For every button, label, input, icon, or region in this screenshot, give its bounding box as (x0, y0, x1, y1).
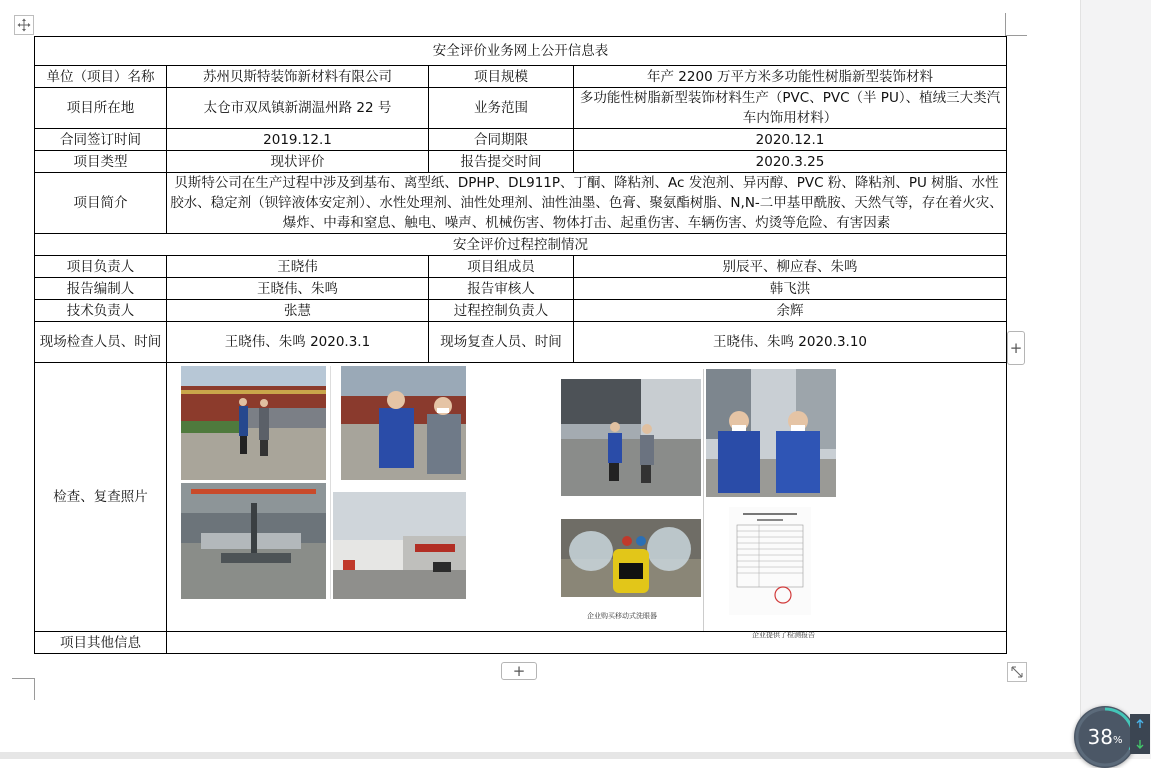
scroll-buttons[interactable] (1130, 714, 1150, 754)
project-intro-value[interactable]: 贝斯特公司在生产过程中涉及到基布、离型纸、DPHP、DL911P、丁酮、降粘剂、Ac 发泡剂、异丙醇、PVC 粉、降粘剂、PU 树脂、水性胶水、稳定剂（钡锌液体安定剂）、水性处理剂、油性处理剂、油性油墨、色膏、聚氨酯树脂、N,N-二甲基甲酰胺、天然气等，存在着火灾、爆炸、中毒和窒息、触电、噪声、机械伤害、物体打击、起重伤害、车辆伤害、灼烫等危险、有害因素 (167, 173, 1007, 234)
process-control-value[interactable]: 余辉 (574, 300, 1007, 322)
tech-lead-label[interactable]: 技术负责人 (35, 300, 167, 322)
zoom-indicator[interactable] (1074, 706, 1136, 768)
contract-term-value[interactable]: 2020.12.1 (574, 129, 1007, 151)
project-scale-value[interactable]: 年产 2200 万平方米多功能性树脂新型装饰材料 (574, 66, 1007, 88)
table-resize-handle[interactable] (1007, 662, 1027, 682)
project-scale-label[interactable]: 项目规模 (429, 66, 574, 88)
inspection-photo[interactable] (181, 483, 326, 599)
contract-date-value[interactable]: 2019.12.1 (167, 129, 429, 151)
recheck-label[interactable]: 现场复查人员、时间 (429, 322, 574, 363)
project-type-label[interactable]: 项目类型 (35, 151, 167, 173)
table-title[interactable]: 安全评价业务网上公开信息表 (35, 37, 1007, 66)
inspection-label[interactable]: 现场检查人员、时间 (35, 322, 167, 363)
photo-caption: 企业购买移动式洗眼器 (587, 612, 657, 620)
collage-divider (703, 369, 704, 631)
add-row-button[interactable]: + (501, 662, 537, 680)
inspection-value[interactable]: 王晓伟、朱鸣 2020.3.1 (167, 322, 429, 363)
page-corner-mark (12, 678, 34, 679)
photos-cell[interactable] (167, 363, 1007, 639)
recheck-value[interactable]: 王晓伟、朱鸣 2020.3.10 (574, 322, 1007, 363)
location-label[interactable]: 项目所在地 (35, 88, 167, 129)
section-heading[interactable]: 安全评价过程控制情况 (35, 234, 1007, 256)
report-reviewer-label[interactable]: 报告审核人 (429, 278, 574, 300)
inspection-photo[interactable] (561, 379, 701, 496)
eyewash-photo[interactable] (561, 519, 701, 597)
report-document-photo[interactable] (729, 507, 811, 615)
unit-name-label[interactable]: 单位（项目）名称 (35, 66, 167, 88)
inspection-photo[interactable] (341, 366, 466, 480)
project-type-value[interactable]: 现状评价 (167, 151, 429, 173)
collage-divider (330, 366, 331, 599)
team-members-label[interactable]: 项目组成员 (429, 256, 574, 278)
other-info-label[interactable]: 项目其他信息 (35, 632, 167, 654)
report-date-value[interactable]: 2020.3.25 (574, 151, 1007, 173)
business-scope-value[interactable]: 多功能性树脂新型装饰材料生产（PVC、PVC（半 PU）、植绒三大类汽车内饰用材料） (574, 88, 1007, 129)
page-corner-mark (1005, 35, 1027, 36)
resize-icon (1010, 665, 1024, 679)
page-corner-mark (34, 678, 35, 700)
arrow-up-icon[interactable] (1135, 719, 1145, 729)
report-date-label[interactable]: 报告提交时间 (429, 151, 574, 173)
move-icon (17, 18, 31, 32)
report-author-value[interactable]: 王晓伟、朱鸣 (167, 278, 429, 300)
contract-term-label[interactable]: 合同期限 (429, 129, 574, 151)
horizontal-scrollbar[interactable] (0, 752, 1080, 759)
unit-name-value[interactable]: 苏州贝斯特装饰新材料有限公司 (167, 66, 429, 88)
arrow-down-icon[interactable] (1135, 739, 1145, 749)
process-control-label[interactable]: 过程控制负责人 (429, 300, 574, 322)
inspection-photo[interactable] (181, 366, 326, 480)
team-members-value[interactable]: 别辰平、柳应春、朱鸣 (574, 256, 1007, 278)
inspection-photo[interactable] (706, 369, 836, 497)
contract-date-label[interactable]: 合同签订时间 (35, 129, 167, 151)
location-value[interactable]: 太仓市双凤镇新湖温州路 22 号 (167, 88, 429, 129)
report-reviewer-value[interactable]: 韩飞洪 (574, 278, 1007, 300)
zoom-value: 38 (1087, 725, 1113, 749)
inspection-photo[interactable] (333, 492, 466, 599)
table-move-handle[interactable] (14, 15, 34, 35)
right-side-panel (1080, 0, 1151, 759)
project-lead-label[interactable]: 项目负责人 (35, 256, 167, 278)
page-corner-mark (1005, 13, 1006, 36)
photos-label[interactable]: 检查、复查照片 (35, 363, 167, 632)
zoom-unit: % (1112, 734, 1123, 746)
business-scope-label[interactable]: 业务范围 (429, 88, 574, 129)
project-intro-label[interactable]: 项目简介 (35, 173, 167, 234)
tech-lead-value[interactable]: 张慧 (167, 300, 429, 322)
report-author-label[interactable]: 报告编制人 (35, 278, 167, 300)
add-column-button[interactable]: + (1007, 331, 1025, 365)
other-info-value[interactable] (167, 632, 1007, 654)
project-lead-value[interactable]: 王晓伟 (167, 256, 429, 278)
info-table (34, 36, 1007, 654)
photo-caption: 企业提供了检测报告 (752, 631, 815, 639)
